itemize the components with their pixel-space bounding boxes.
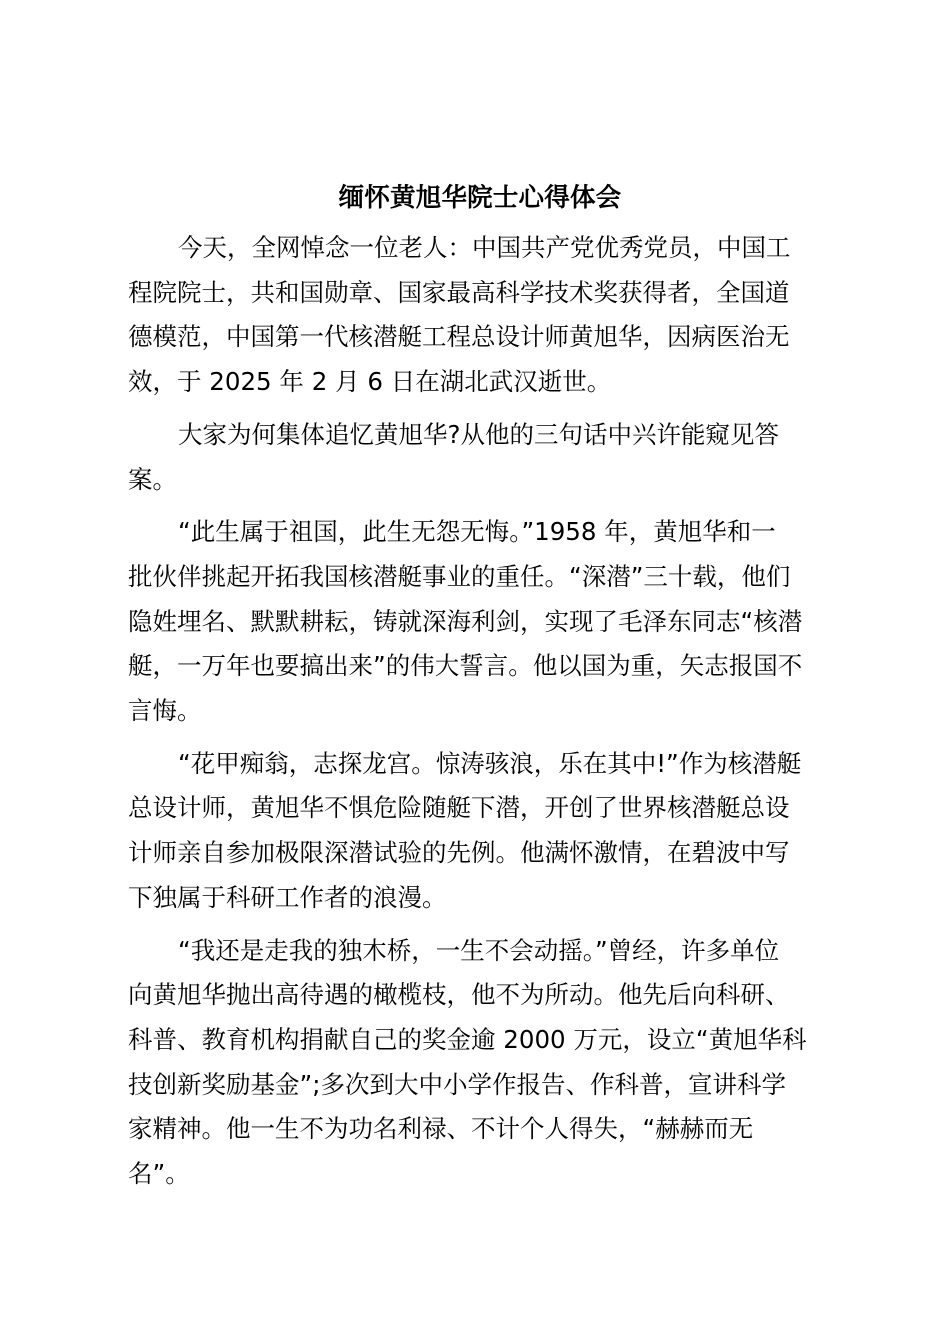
paragraph-3: [128, 510, 832, 734]
paragraph-4: [128, 742, 832, 921]
text-line: 总设计师，黄旭华不惧危险随艇下潜，开创了世界核潜艇总设: [128, 793, 790, 823]
text-line: 批伙伴挑起开拓我国核潜艇事业的重任。“深潜”三十载，他们: [128, 561, 791, 591]
text-line: “此生属于祖国，此生无怨无悔。”1958 年，黄旭华和一: [178, 517, 776, 547]
text-line: “我还是走我的独木桥，一生不会动摇。”曾经，许多单位: [178, 935, 780, 965]
text-line: 下独属于科研工作者的浪漫。: [128, 882, 447, 912]
text-line: 隐姓埋名、默默耕耘，铸就深海利剑，实现了毛泽东同志“核潜: [128, 606, 803, 636]
text-line: 科普、教育机构捐献自己的奖金逾 2000 万元，设立“黄旭华科: [128, 1024, 807, 1054]
text-line: 大家为何集体追忆黄旭华?从他的三句话中兴许能窥见答: [178, 419, 780, 449]
text-line: “花甲痴翁，志探龙宫。惊涛骇浪，乐在其中!”作为核潜艇: [178, 748, 802, 778]
text-line: 言悔。: [128, 696, 202, 726]
document-body: [128, 226, 832, 1197]
text-line: 今天，全网悼念一位老人：中国共产党优秀党员，中国工: [178, 233, 791, 262]
text-line: 德模范，中国第一代核潜艇工程总设计师黄旭华，因病医治无: [128, 322, 790, 352]
text-line: 效，于 2025 年 2 月 6 日在湖北武汉逝世。: [128, 367, 612, 397]
text-line: 程院院士，共和国勋章、国家最高科学技术奖获得者，全国道: [128, 277, 790, 307]
text-line: 名”。: [128, 1159, 190, 1189]
text-line: 家精神。他一生不为功名利禄、不计个人得失，“赫赫而无: [128, 1114, 754, 1144]
text-line: 技创新奖励基金”;多次到大中小学作报告、作科普，宣讲科学: [128, 1069, 786, 1099]
paragraph-1: [128, 226, 832, 405]
text-line: 向黄旭华抛出高待遇的橄榄枝，他不为所动。他先后向科研、: [128, 980, 790, 1010]
text-line: 计师亲自参加极限深潜试验的先例。他满怀激情，在碧波中写: [128, 838, 790, 868]
text-line: 艇，一万年也要搞出来”的伟大誓言。他以国为重，矢志报国不: [128, 651, 803, 681]
paragraph-5: [128, 929, 832, 1197]
text-line: 案。: [128, 464, 177, 494]
paragraph-2: [128, 413, 832, 502]
document-title: 缅怀黄旭华院士心得体会: [338, 183, 622, 213]
